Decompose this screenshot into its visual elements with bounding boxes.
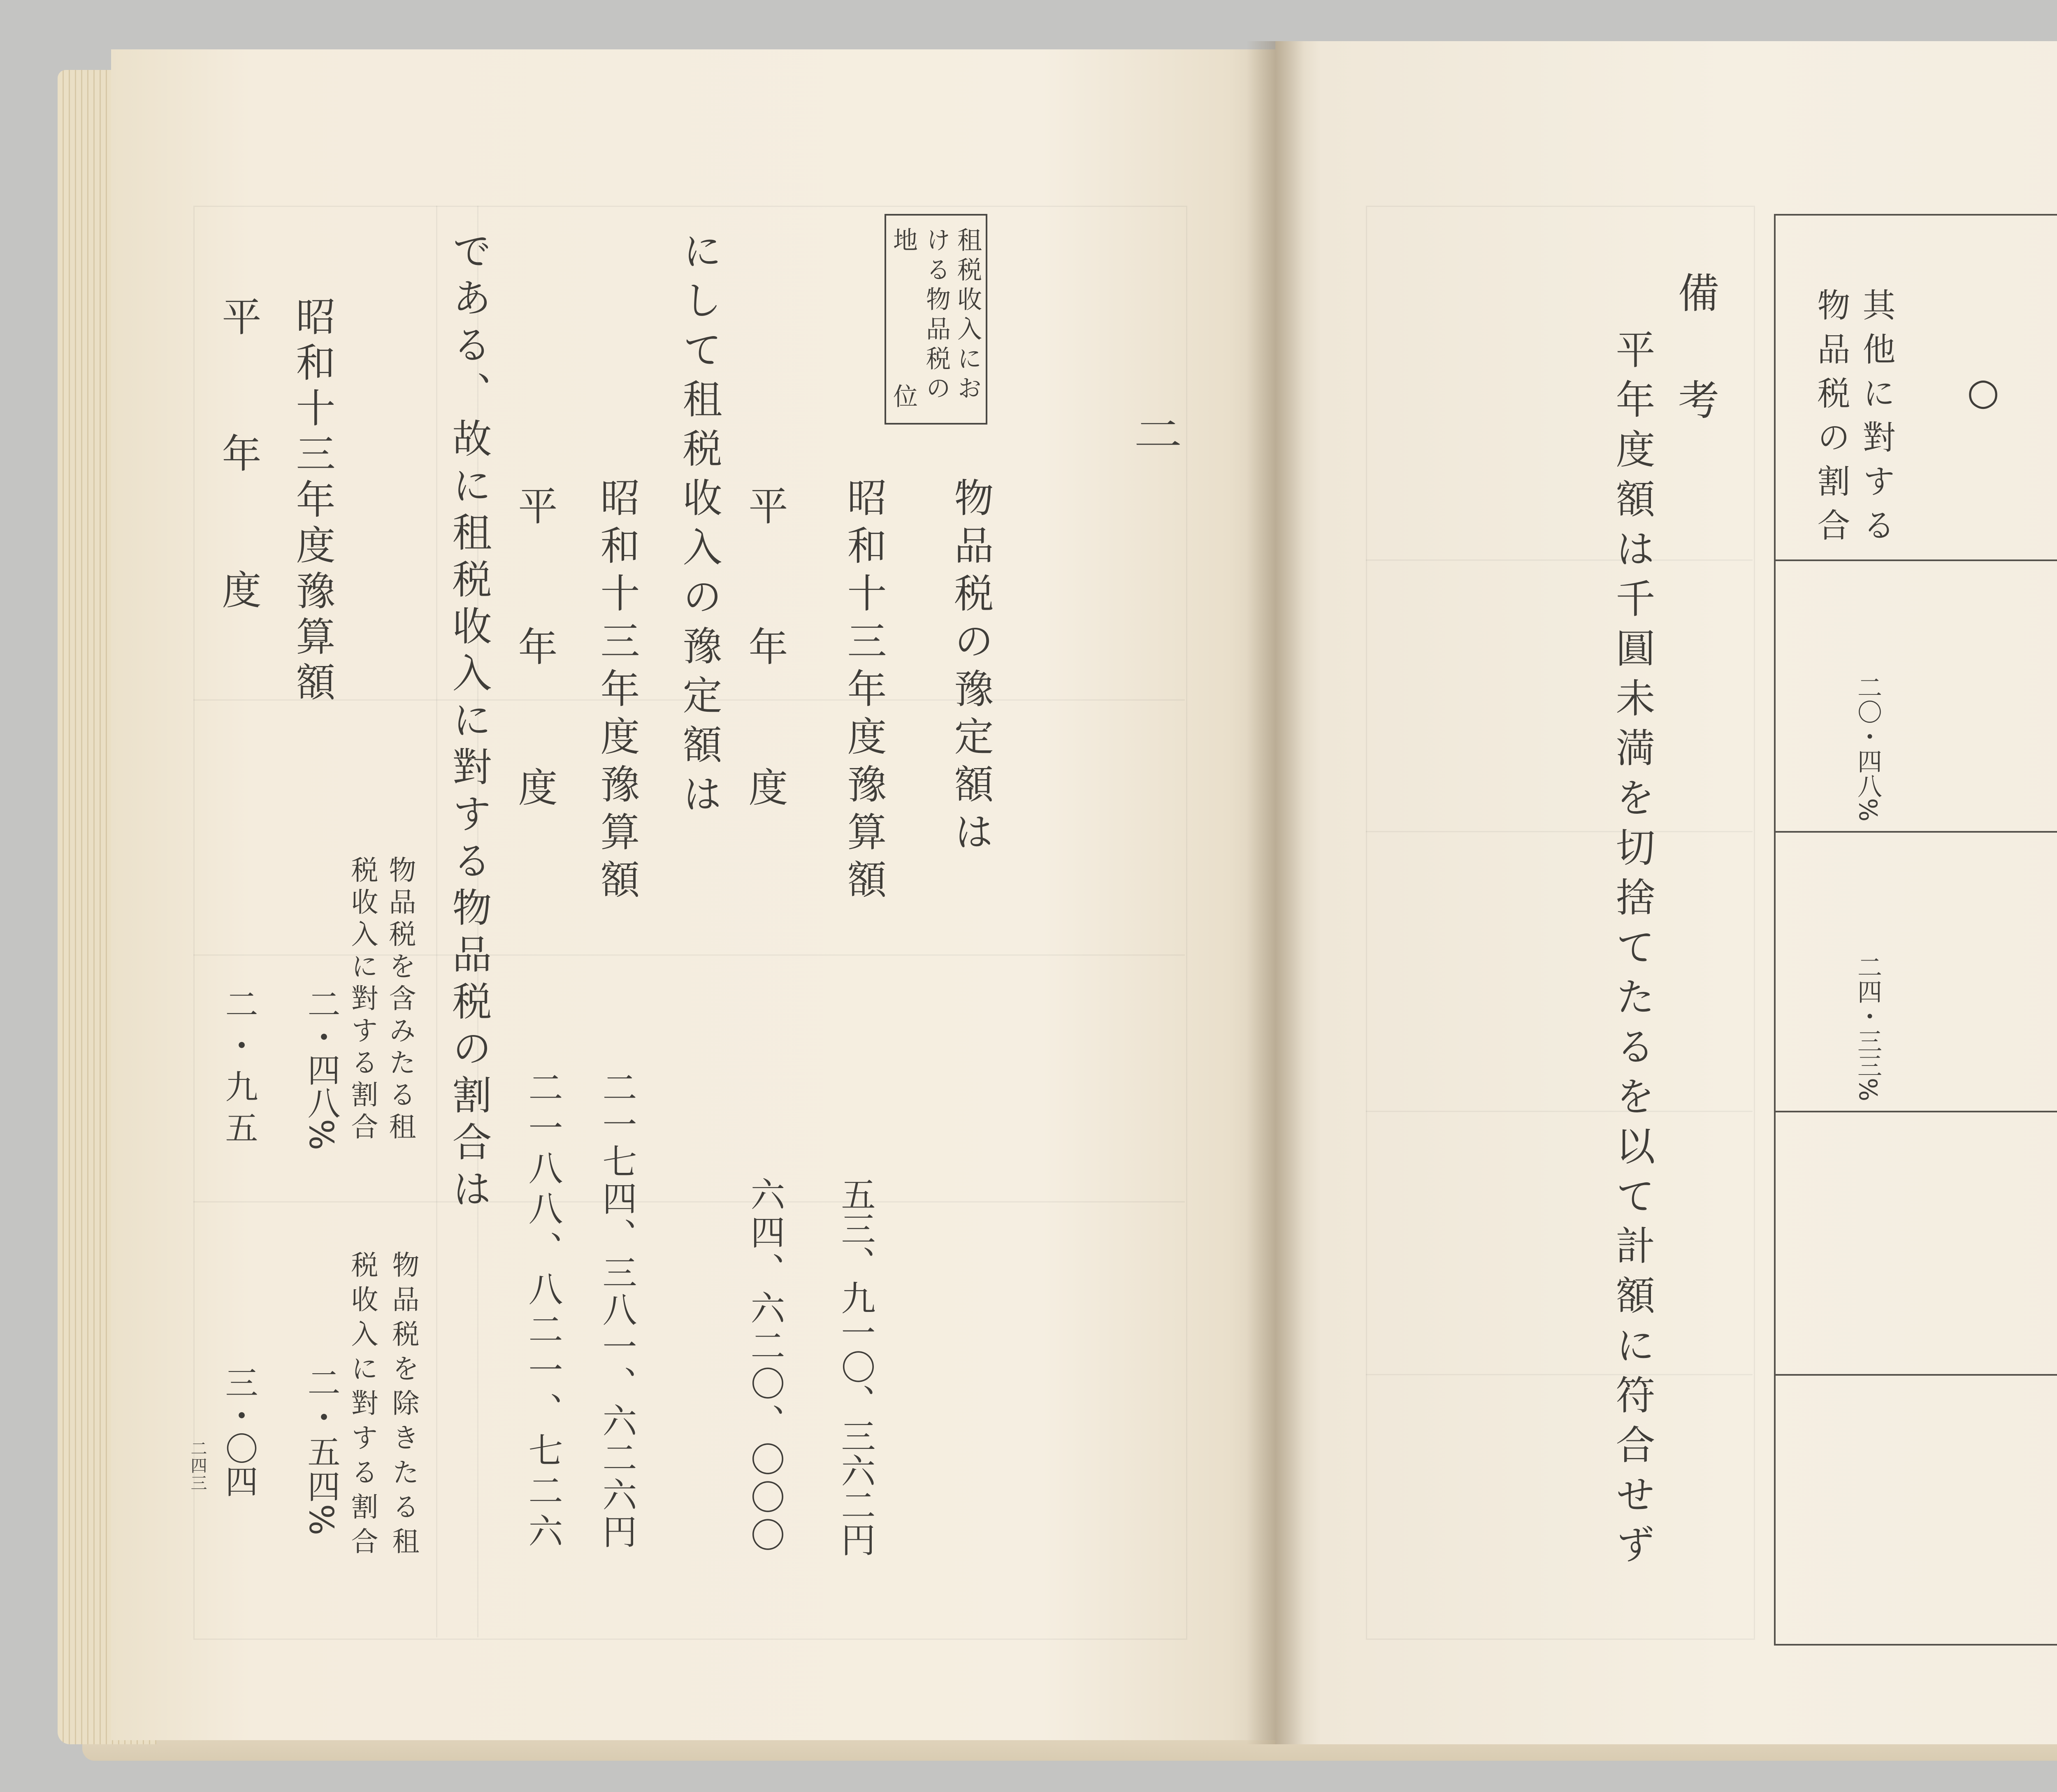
excise-fy1938-label: 昭和十三年度豫算額 [841, 477, 887, 907]
table-cell-circle-mark: ○ [1962, 370, 2005, 413]
left-bleed-through-rule [436, 206, 437, 1637]
title-box-line-1: 租税收入にお [953, 227, 982, 405]
intro-text: 物品税の豫定額は [948, 477, 994, 859]
table-row-divider [1774, 831, 2057, 833]
left-page-number: 二四三 [188, 1440, 207, 1492]
table-row-divider [1774, 1374, 2057, 1376]
ratio-normal-year-label: 平年度 [216, 296, 262, 706]
including-normal-year-ratio: 二・九五 [220, 987, 258, 1152]
remarks-label: 備考 [1671, 272, 1719, 485]
including-fy1938-ratio: 二・四八% [302, 987, 340, 1151]
title-box-line-2: ける物品税の [922, 227, 951, 405]
right-bleed-through-rule [1366, 1374, 1753, 1375]
excise-normal-year-amount: 六四、六二〇、〇〇〇 [745, 1177, 785, 1555]
left-bleed-through-rule [193, 954, 1185, 956]
gutter-shadow [1247, 41, 1304, 1744]
including-caption-line-2: 税收入に對する割合 [346, 856, 378, 1144]
table-row-divider [1774, 1111, 2057, 1112]
table-cell-fy1938: 二〇・四八% [1853, 675, 1882, 822]
section-number: 二 [1134, 413, 1182, 456]
excise-fy1938-amount: 五三、九一〇、三六二円 [836, 1177, 876, 1557]
revenue-intro-text: にして租税收入の豫定額は [676, 230, 722, 823]
revenue-fy1938-label: 昭和十三年度豫算額 [594, 477, 640, 907]
excise-normal-year-label: 平年度 [742, 485, 788, 908]
left-bleed-through-rule [193, 1201, 1185, 1202]
excluding-fy1938-ratio: 二・五四% [302, 1366, 340, 1537]
right-bleed-through-rule [1366, 559, 1753, 561]
revenue-normal-year-label: 平年度 [512, 485, 558, 908]
right-bleed-through-rule [1366, 1111, 1753, 1112]
title-box-line-3: 地位 [889, 227, 918, 540]
revenue-fy1938-amount: 二一七四、三八一、六二六円 [597, 1070, 637, 1551]
excluding-caption-line-1: 物品税を除きたる租 [388, 1251, 419, 1562]
ratio-fy1938-label: 昭和十三年度豫算額 [290, 296, 336, 707]
table-cell-subject-line-1: 其他に對する [1857, 288, 1895, 552]
table-cell-normal-year: 二四・三三% [1853, 954, 1882, 1102]
right-bleed-through-rule [1366, 831, 1753, 832]
including-caption-line-1: 物品税を含みたる租 [384, 856, 416, 1144]
excluding-caption-line-2: 税收入に對する割合 [346, 1251, 378, 1562]
revenue-normal-year-amount: 二一八八、八二一、七二六 [523, 1070, 563, 1553]
ratio-intro-text: である、故に租税收入に對する物品税の割合は [446, 230, 492, 1215]
table-cell-subject-line-2: 物品税の割合 [1812, 288, 1850, 552]
remarks-text: 平年度額は千圓未満を切捨てたるを以て計額に符合せず [1609, 329, 1655, 1574]
table-row-divider [1774, 559, 2057, 561]
excluding-normal-year-ratio: 三・〇四 [220, 1366, 258, 1497]
